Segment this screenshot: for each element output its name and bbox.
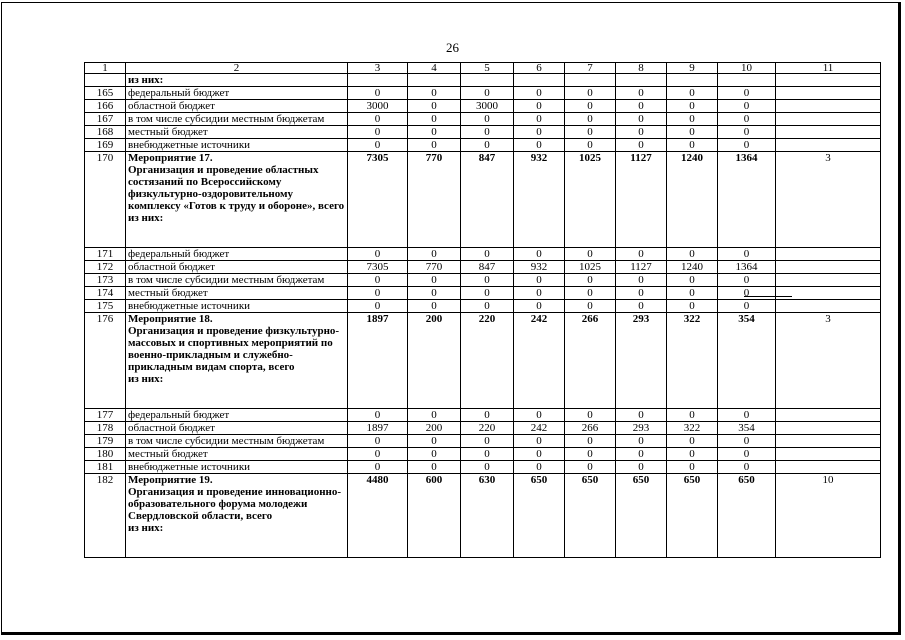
row-name-cell: внебюджетные источники (126, 300, 348, 313)
target-indicator-cell (776, 274, 881, 287)
value-cell: 0 (408, 448, 461, 461)
row-number-cell: 176 (85, 313, 126, 409)
value-cell: 0 (616, 100, 667, 113)
value-cell: 0 (718, 461, 776, 474)
value-cell: 0 (461, 139, 514, 152)
target-indicator-cell (776, 74, 881, 87)
value-cell: 0 (616, 287, 667, 300)
value-cell: 322 (667, 313, 718, 409)
table-row (85, 300, 881, 313)
row-name-cell: областной бюджет (126, 422, 348, 435)
value-cell: 1240 (667, 152, 718, 248)
value-cell: 932 (514, 261, 565, 274)
header-cell: 3 (348, 63, 408, 74)
value-cell: 1127 (616, 152, 667, 248)
value-cell: 0 (667, 139, 718, 152)
value-cell: 0 (514, 139, 565, 152)
value-cell: 650 (616, 474, 667, 558)
value-cell: 0 (514, 126, 565, 139)
target-indicator-cell (776, 261, 881, 274)
value-cell: 0 (461, 448, 514, 461)
value-cell: 0 (348, 274, 408, 287)
value-cell: 0 (565, 113, 616, 126)
value-cell: 0 (565, 435, 616, 448)
value-cell: 266 (565, 422, 616, 435)
table-row (85, 461, 881, 474)
row-number-cell: 167 (85, 113, 126, 126)
value-cell: 0 (514, 435, 565, 448)
value-cell: 0 (667, 87, 718, 100)
value-cell: 0 (348, 300, 408, 313)
value-cell: 600 (408, 474, 461, 558)
value-cell: 630 (461, 474, 514, 558)
value-cell: 0 (565, 139, 616, 152)
value-cell: 0 (667, 100, 718, 113)
value-cell: 0 (408, 300, 461, 313)
value-cell (616, 74, 667, 87)
value-cell: 0 (616, 409, 667, 422)
value-cell: 0 (461, 274, 514, 287)
value-cell: 0 (667, 113, 718, 126)
value-cell: 0 (565, 248, 616, 261)
value-cell: 0 (461, 87, 514, 100)
value-cell (565, 74, 616, 87)
value-cell: 0 (408, 409, 461, 422)
row-number-cell (85, 74, 126, 87)
row-name-cell: местный бюджет (126, 126, 348, 139)
value-cell: 0 (348, 139, 408, 152)
header-cell: 11 (776, 63, 881, 74)
value-cell: 0 (718, 100, 776, 113)
value-cell: 0 (461, 248, 514, 261)
value-cell: 0 (718, 274, 776, 287)
target-indicator-cell (776, 248, 881, 261)
header-cell: 2 (126, 63, 348, 74)
value-cell: 0 (348, 461, 408, 474)
row-name-cell: федеральный бюджет (126, 248, 348, 261)
value-cell: 1897 (348, 313, 408, 409)
value-cell: 220 (461, 313, 514, 409)
value-cell: 0 (718, 448, 776, 461)
value-cell: 220 (461, 422, 514, 435)
row-name-cell: в том числе субсидии местным бюджетам (126, 274, 348, 287)
row-name-cell: из них: (126, 74, 348, 87)
value-cell: 0 (461, 113, 514, 126)
row-number-cell: 182 (85, 474, 126, 558)
value-cell: 0 (565, 461, 616, 474)
table-row (85, 139, 881, 152)
target-indicator-cell: 3 (776, 152, 881, 248)
value-cell: 0 (667, 248, 718, 261)
value-cell: 650 (718, 474, 776, 558)
header-cell: 7 (565, 63, 616, 74)
value-cell: 0 (461, 126, 514, 139)
value-cell: 0 (718, 139, 776, 152)
value-cell: 0 (718, 287, 776, 300)
target-indicator-cell (776, 87, 881, 100)
value-cell: 0 (408, 287, 461, 300)
value-cell: 0 (514, 448, 565, 461)
value-cell: 0 (514, 87, 565, 100)
value-cell: 0 (616, 126, 667, 139)
table-row (85, 74, 881, 87)
value-cell: 0 (616, 461, 667, 474)
value-cell: 0 (408, 435, 461, 448)
value-cell: 0 (565, 126, 616, 139)
value-cell: 1127 (616, 261, 667, 274)
table-row (85, 126, 881, 139)
row-number-cell: 178 (85, 422, 126, 435)
value-cell: 354 (718, 313, 776, 409)
value-cell: 200 (408, 422, 461, 435)
header-cell: 5 (461, 63, 514, 74)
value-cell: 0 (408, 100, 461, 113)
target-indicator-cell: 3 (776, 313, 881, 409)
value-cell: 0 (616, 87, 667, 100)
value-cell: 0 (348, 435, 408, 448)
row-number-cell: 179 (85, 435, 126, 448)
value-cell: 0 (514, 100, 565, 113)
budget-table (84, 62, 881, 558)
row-name-cell: в том числе субсидии местным бюджетам (126, 113, 348, 126)
target-indicator-cell (776, 126, 881, 139)
row-number-cell: 177 (85, 409, 126, 422)
header-cell: 6 (514, 63, 565, 74)
value-cell: 0 (348, 409, 408, 422)
value-cell: 0 (514, 300, 565, 313)
value-cell: 0 (461, 300, 514, 313)
value-cell: 0 (565, 87, 616, 100)
target-indicator-cell (776, 448, 881, 461)
row-name-cell: федеральный бюджет (126, 409, 348, 422)
value-cell: 322 (667, 422, 718, 435)
row-name-cell: областной бюджет (126, 100, 348, 113)
table-row (85, 422, 881, 435)
value-cell: 0 (667, 435, 718, 448)
value-cell: 650 (565, 474, 616, 558)
target-indicator-cell: 10 (776, 474, 881, 558)
value-cell (348, 74, 408, 87)
value-cell: 0 (616, 448, 667, 461)
row-name-cell: внебюджетные источники (126, 139, 348, 152)
value-cell: 932 (514, 152, 565, 248)
value-cell: 0 (616, 113, 667, 126)
target-indicator-cell (776, 409, 881, 422)
target-indicator-cell (776, 422, 881, 435)
value-cell: 0 (718, 87, 776, 100)
row-number-cell: 168 (85, 126, 126, 139)
header-cell: 9 (667, 63, 718, 74)
table-row (85, 261, 881, 274)
row-number-cell: 172 (85, 261, 126, 274)
value-cell: 293 (616, 313, 667, 409)
value-cell: 0 (408, 248, 461, 261)
header-cell: 8 (616, 63, 667, 74)
table-row (85, 248, 881, 261)
value-cell: 770 (408, 152, 461, 248)
row-name-cell: Мероприятие 18. Организация и проведение физкультурно-массовых и спортивных мероприятий по военно-прикладным и служебно-прикладным видам спорта, всего из них: (126, 313, 348, 409)
value-cell: 0 (408, 87, 461, 100)
value-cell: 0 (667, 461, 718, 474)
value-cell: 1025 (565, 152, 616, 248)
row-name-cell: местный бюджет (126, 448, 348, 461)
value-cell (408, 74, 461, 87)
value-cell: 0 (667, 409, 718, 422)
value-cell: 0 (461, 287, 514, 300)
value-cell: 0 (408, 126, 461, 139)
value-cell: 0 (514, 113, 565, 126)
row-number-cell: 180 (85, 448, 126, 461)
row-name-cell: в том числе субсидии местным бюджетам (126, 435, 348, 448)
value-cell: 266 (565, 313, 616, 409)
value-cell: 0 (667, 300, 718, 313)
value-cell: 0 (461, 409, 514, 422)
value-cell: 1897 (348, 422, 408, 435)
value-cell: 0 (514, 409, 565, 422)
value-cell: 293 (616, 422, 667, 435)
value-cell: 0 (667, 448, 718, 461)
value-cell (667, 74, 718, 87)
value-cell: 7305 (348, 261, 408, 274)
value-cell: 0 (348, 87, 408, 100)
value-cell: 200 (408, 313, 461, 409)
value-cell: 0 (514, 274, 565, 287)
value-cell: 3000 (348, 100, 408, 113)
value-cell: 0 (514, 461, 565, 474)
target-indicator-cell (776, 461, 881, 474)
table-row (85, 152, 881, 248)
value-cell: 0 (565, 274, 616, 287)
value-cell: 1364 (718, 261, 776, 274)
page-number: 26 (446, 40, 459, 55)
value-cell: 650 (514, 474, 565, 558)
value-cell: 0 (408, 113, 461, 126)
row-name-cell: Мероприятие 17. Организация и проведение областных состязаний по Всероссийскому физкультурно-оздоровительному комплексу «Готов к труду и обороне», всего из них: (126, 152, 348, 248)
table-row (85, 435, 881, 448)
row-number-cell: 181 (85, 461, 126, 474)
table-row (85, 274, 881, 287)
value-cell: 0 (565, 287, 616, 300)
value-cell: 7305 (348, 152, 408, 248)
table-row (85, 474, 881, 558)
row-name-cell: внебюджетные источники (126, 461, 348, 474)
table-row (85, 100, 881, 113)
value-cell: 0 (408, 461, 461, 474)
value-cell: 354 (718, 422, 776, 435)
value-cell: 0 (616, 248, 667, 261)
row-number-cell: 166 (85, 100, 126, 113)
value-cell: 847 (461, 152, 514, 248)
row-number-cell: 169 (85, 139, 126, 152)
value-cell: 0 (461, 435, 514, 448)
value-cell: 0 (348, 126, 408, 139)
value-cell: 0 (616, 139, 667, 152)
value-cell: 3000 (461, 100, 514, 113)
table-row (85, 448, 881, 461)
row-number-cell: 175 (85, 300, 126, 313)
value-cell: 0 (718, 409, 776, 422)
header-cell: 10 (718, 63, 776, 74)
target-indicator-cell (776, 139, 881, 152)
value-cell (718, 74, 776, 87)
value-cell: 0 (718, 113, 776, 126)
table-row (85, 409, 881, 422)
row-name-cell: Мероприятие 19. Организация и проведение инновационно-образовательного форума молодежи Свердловской области, всего из них: (126, 474, 348, 558)
value-cell: 0 (565, 409, 616, 422)
value-cell: 1025 (565, 261, 616, 274)
value-cell: 0 (348, 113, 408, 126)
row-number-cell: 170 (85, 152, 126, 248)
column-number-header (85, 63, 881, 74)
value-cell: 0 (565, 100, 616, 113)
value-cell (514, 74, 565, 87)
value-cell (461, 74, 514, 87)
target-indicator-cell (776, 113, 881, 126)
table-row (85, 113, 881, 126)
value-cell: 0 (667, 274, 718, 287)
row-number-cell: 173 (85, 274, 126, 287)
value-cell: 847 (461, 261, 514, 274)
table-row (85, 87, 881, 100)
value-cell: 0 (616, 300, 667, 313)
value-cell: 0 (514, 287, 565, 300)
value-cell: 0 (565, 300, 616, 313)
value-cell: 0 (718, 126, 776, 139)
value-cell: 0 (565, 448, 616, 461)
header-cell: 1 (85, 63, 126, 74)
target-indicator-cell (776, 100, 881, 113)
value-cell: 4480 (348, 474, 408, 558)
value-cell: 0 (408, 274, 461, 287)
value-cell: 0 (616, 274, 667, 287)
value-cell: 1240 (667, 261, 718, 274)
value-cell: 1364 (718, 152, 776, 248)
value-cell: 0 (667, 126, 718, 139)
row-number-cell: 174 (85, 287, 126, 300)
value-cell: 0 (667, 287, 718, 300)
value-cell: 650 (667, 474, 718, 558)
value-cell: 242 (514, 422, 565, 435)
row-number-cell: 165 (85, 87, 126, 100)
table-row (85, 313, 881, 409)
header-cell: 4 (408, 63, 461, 74)
value-cell: 770 (408, 261, 461, 274)
row-name-cell: областной бюджет (126, 261, 348, 274)
value-cell: 242 (514, 313, 565, 409)
value-cell: 0 (348, 448, 408, 461)
target-indicator-cell (776, 300, 881, 313)
value-cell: 0 (348, 287, 408, 300)
value-cell: 0 (461, 461, 514, 474)
value-cell: 0 (718, 435, 776, 448)
value-cell: 0 (718, 248, 776, 261)
value-cell: 0 (514, 248, 565, 261)
row-name-cell: местный бюджет (126, 287, 348, 300)
target-indicator-cell (776, 435, 881, 448)
pen-stroke-mark (744, 296, 792, 298)
value-cell: 0 (718, 300, 776, 313)
value-cell: 0 (616, 435, 667, 448)
row-name-cell: федеральный бюджет (126, 87, 348, 100)
row-number-cell: 171 (85, 248, 126, 261)
value-cell: 0 (408, 139, 461, 152)
value-cell: 0 (348, 248, 408, 261)
